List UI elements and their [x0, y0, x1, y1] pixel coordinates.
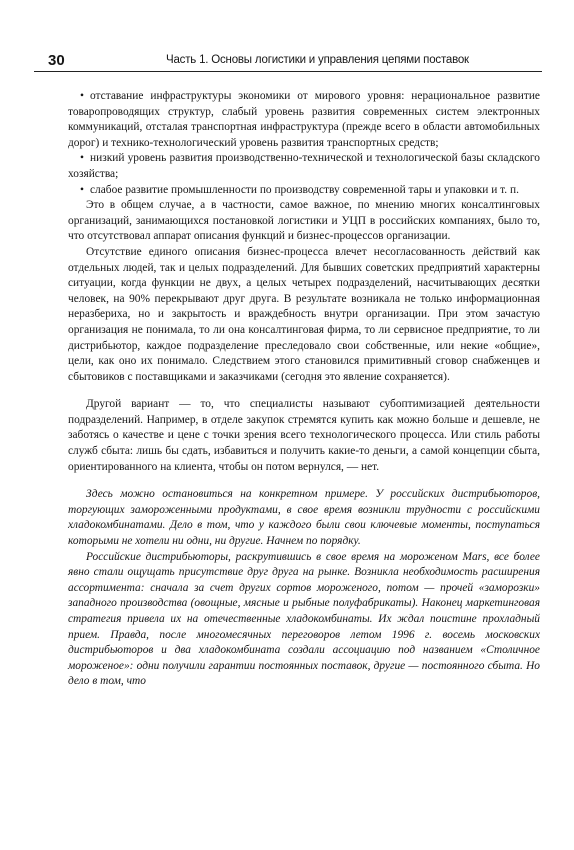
page-header [34, 52, 542, 72]
bullet-item [68, 183, 540, 199]
example-paragraph: Здесь можно остановиться на конкретном примере. У российских дистрибьюторов, торгующих замороженными продуктами, в свое время возникли трудности с российскими хладокомбинатами. Дело в том, что у каждого были свои ключевые моменты, поступаться которыми не хотели ни одни, ни другие. Начнем по порядку. [68, 488, 540, 548]
paragraph: Это в общем случае, а в частности, самое важное, по мнению многих консалтинговых организаций, занимающихся постановкой логистики и УЦП в российских компаниях, было то, что отсутствовал аппарат описания функций и бизнес-процессов организации. [68, 199, 540, 243]
bullet-text: слабое развитие промышленности по производству современной тары и упаковки и т. п. [90, 183, 519, 196]
bullet-icon: • [80, 152, 84, 165]
section-gap [68, 385, 540, 397]
running-head: Часть 1. Основы логистики и управления цепями поставок [166, 54, 469, 66]
body-text [68, 89, 540, 690]
bullet-icon: • [80, 90, 84, 102]
header-rule [34, 71, 542, 72]
bullet-icon: • [80, 183, 84, 196]
paragraph: Другой вариант — то, что специалисты называют субоптимизацией деятельности подразделений. Например, в отделе закупок стремятся купить как можно больше и дешевле, не заботясь о качестве и цене с точки зрения всего технологического процесса. Или стиль работы служб сбыта: лишь бы сдать, избавиться и получить какие-то деньги, а самой концепции сбыта, ориентированного на клиента, чтобы он потом вернулся, — нет. [68, 398, 540, 473]
section-gap [68, 475, 540, 487]
bullet-text: отставание инфраструктуры экономики от мирового уровня: нерациональное развитие товаропроводящих структур, слабый уровень развития современных систем электронных коммуникаций, отсталая транспортная инфраструктура (прежде всего в области автомобильных дорог) и технико-технологический уровень развития транспортных средств; [68, 90, 540, 149]
bullet-item [68, 89, 540, 151]
example-paragraph: Российские дистрибьюторы, раскрутившись в свое время на мороженом Mars, все более явно стали ощущать присутствие друг друга на рынке. Возникла необходимость расширения ассортимента: сначала за счет других сортов мороженого, потом — прочей «заморозки» западного производства (овощные, мясные и рыбные полуфабрикаты). Наконец маркетинговая стратегия привела их на отечественные хладокомбинаты. Их ждал поистине прохладный прием. Правда, после многомесячных переговоров летом 1996 г. восемь московских дистрибьюторов и два хладокомбината создали ассоциацию под названием «Столичное мороженое»: одни получили гарантии постоянных поставок, другие — постоянного сбыта. Но дело в том, что [68, 550, 540, 688]
page-number: 30 [48, 52, 65, 69]
paragraph: Отсутствие единого описания бизнес-процесса влечет несогласованность действий как отдельных людей, так и целых подразделений. Для бывших советских предприятий характерны ситуации, когда функции не двух, а целых четырех подразделений, насчитывающих десятки человек, на 90% перекрывают друг друга. В результате возникала не только информационная неразбериха, но и закрытость и враждебность внутри организации. При этом зачастую организация не понимала, то ли она консалтинговая фирма, то ли сервисное предприятие, то ли дистрибьютор, каждое подразделение преследовало свои собственные, или некие «общие», цели, как оно их понимало. Следствием этого становился примитивный сговор снабженцев и сбытовиков с поставщиками и заказчиками (сегодня это явление сохраняется). [68, 245, 540, 383]
bullet-text: низкий уровень развития производственно-технической и технологической базы складского хозяйства; [68, 152, 540, 180]
bullet-item [68, 151, 540, 182]
